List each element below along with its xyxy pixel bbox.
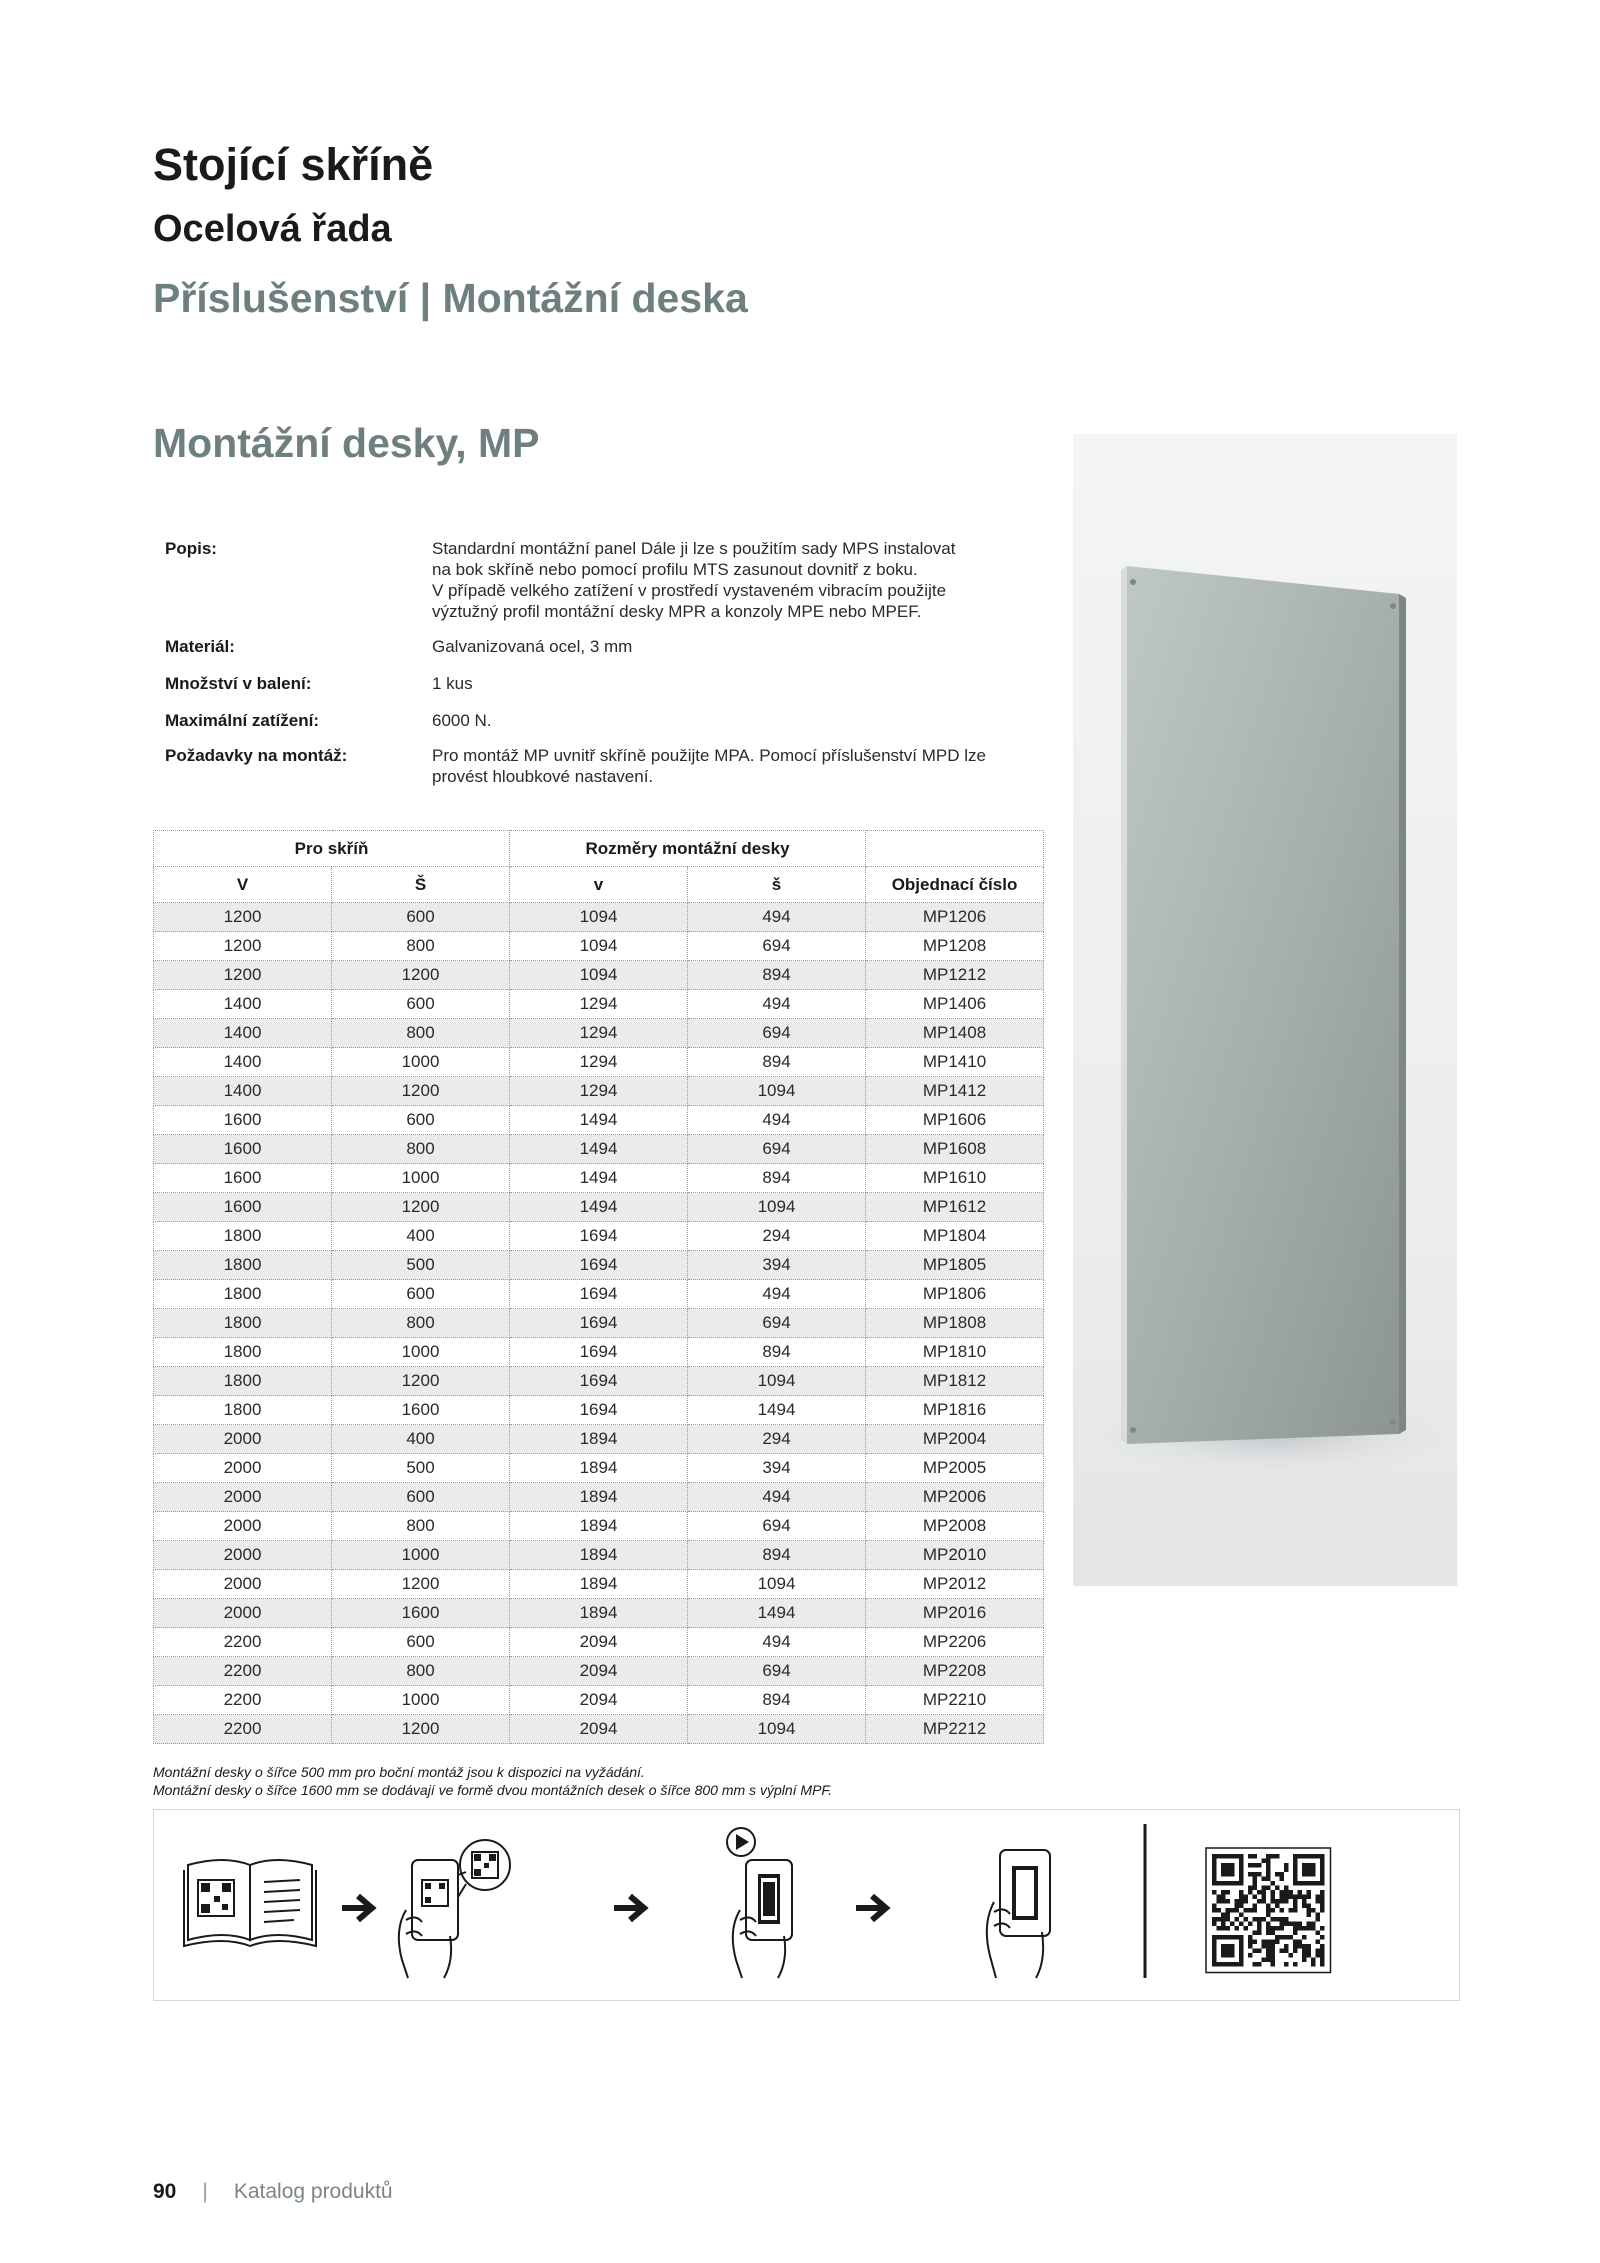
cell-cabinet-height: 1200: [154, 961, 332, 990]
cell-plate-height: 1694: [510, 1280, 688, 1309]
cell-order-number: MP1406: [866, 990, 1044, 1019]
cell-cabinet-width: 800: [332, 1309, 510, 1338]
cell-cabinet-height: 2200: [154, 1657, 332, 1686]
table-row: [154, 1222, 1044, 1251]
cell-order-number: MP2010: [866, 1541, 1044, 1570]
column-header-plate-width: š: [688, 867, 866, 903]
cell-plate-width: 294: [688, 1425, 866, 1454]
cell-cabinet-width: 500: [332, 1454, 510, 1483]
cell-cabinet-height: 1600: [154, 1193, 332, 1222]
cell-plate-width: 1094: [688, 1570, 866, 1599]
product-photo: [1073, 434, 1457, 1586]
cell-order-number: MP2210: [866, 1686, 1044, 1715]
table-row: [154, 1367, 1044, 1396]
cell-plate-width: 694: [688, 1135, 866, 1164]
cell-plate-width: 694: [688, 932, 866, 961]
table-row: [154, 1512, 1044, 1541]
spec-row: [153, 710, 1043, 731]
cell-order-number: MP2005: [866, 1454, 1044, 1483]
group-header-cabinet: Pro skříň: [154, 831, 510, 867]
cell-plate-height: 1894: [510, 1483, 688, 1512]
cell-cabinet-width: 1000: [332, 1048, 510, 1077]
catalog-name: Katalog produktů: [233, 2180, 393, 2203]
cell-order-number: MP1410: [866, 1048, 1044, 1077]
cell-order-number: MP1808: [866, 1309, 1044, 1338]
cell-cabinet-width: 1000: [332, 1338, 510, 1367]
footnote: Montážní desky o šířce 500 mm pro boční montáž jsou k dispozici na vyžádání.: [153, 1764, 645, 1780]
table-group-header-row: [154, 831, 1044, 867]
qr-code-icon: [1206, 1848, 1331, 1973]
column-header-plate-height: v: [510, 867, 688, 903]
cell-plate-height: 1094: [510, 961, 688, 990]
cell-order-number: MP2006: [866, 1483, 1044, 1512]
cell-cabinet-height: 1200: [154, 903, 332, 932]
spec-value-line: výztužný profil montážní desky MPR a konzoly MPE nebo MPEF.: [432, 602, 922, 621]
cell-plate-width: 394: [688, 1251, 866, 1280]
cell-plate-width: 394: [688, 1454, 866, 1483]
spec-label: Maximální zatížení:: [165, 711, 319, 730]
cell-plate-width: 1094: [688, 1715, 866, 1744]
cell-cabinet-width: 800: [332, 1657, 510, 1686]
cell-cabinet-height: 1200: [154, 932, 332, 961]
cell-plate-width: 494: [688, 1106, 866, 1135]
cell-cabinet-width: 600: [332, 1106, 510, 1135]
cell-plate-width: 894: [688, 1164, 866, 1193]
cell-cabinet-width: 600: [332, 1483, 510, 1512]
cell-order-number: MP1612: [866, 1193, 1044, 1222]
cell-cabinet-width: 1200: [332, 1367, 510, 1396]
cell-plate-height: 1494: [510, 1193, 688, 1222]
cell-cabinet-width: 400: [332, 1222, 510, 1251]
spec-label: Požadavky na montáž:: [165, 746, 348, 765]
spec-value: [432, 745, 1043, 787]
cell-order-number: MP1610: [866, 1164, 1044, 1193]
table-row: [154, 1396, 1044, 1425]
cell-plate-height: 1294: [510, 1019, 688, 1048]
cell-order-number: MP2016: [866, 1599, 1044, 1628]
group-header-plate: Rozměry montážní desky: [510, 831, 866, 867]
page-number: 90: [153, 2180, 177, 2203]
product-table: [153, 830, 1044, 1744]
cell-cabinet-height: 1800: [154, 1396, 332, 1425]
table-row: [154, 1164, 1044, 1193]
cell-plate-width: 894: [688, 1338, 866, 1367]
spec-row: [153, 745, 1043, 787]
table-row: [154, 1541, 1044, 1570]
table-row: [154, 990, 1044, 1019]
cell-cabinet-width: 600: [332, 1280, 510, 1309]
cell-cabinet-width: 1200: [332, 1193, 510, 1222]
cell-plate-width: 494: [688, 903, 866, 932]
table-row: [154, 1048, 1044, 1077]
spec-row: [153, 673, 1043, 694]
spec-value-line: provést hloubkové nastavení.: [432, 767, 654, 786]
cell-plate-width: 1094: [688, 1077, 866, 1106]
footnote: Montážní desky o šířce 1600 mm se dodávají ve formě dvou montážních desek o šířce 800 mm s výplní MPF.: [153, 1782, 833, 1798]
footer-separator: |: [202, 2180, 208, 2203]
cell-order-number: MP1805: [866, 1251, 1044, 1280]
cell-cabinet-width: 1200: [332, 1715, 510, 1744]
cell-order-number: MP2212: [866, 1715, 1044, 1744]
cell-cabinet-height: 1400: [154, 1077, 332, 1106]
table-row: [154, 1657, 1044, 1686]
cell-plate-height: 1494: [510, 1135, 688, 1164]
cell-plate-height: 1694: [510, 1222, 688, 1251]
book-qr-icon: [184, 1860, 316, 1946]
table-row: [154, 1309, 1044, 1338]
table-row: [154, 1454, 1044, 1483]
cell-plate-height: 1694: [510, 1396, 688, 1425]
cell-cabinet-height: 1600: [154, 1135, 332, 1164]
cell-order-number: MP1208: [866, 932, 1044, 961]
cell-plate-width: 894: [688, 1048, 866, 1077]
table-body: [154, 903, 1044, 1744]
cell-cabinet-width: 600: [332, 903, 510, 932]
spec-value-line: Standardní montážní panel Dále ji lze s použitím sady MPS instalovat: [432, 539, 956, 558]
cell-plate-width: 694: [688, 1019, 866, 1048]
group-header-empty: [866, 831, 1044, 867]
cell-cabinet-width: 400: [332, 1425, 510, 1454]
mounting-plate-image: [1073, 434, 1457, 1586]
cell-plate-width: 1094: [688, 1193, 866, 1222]
spec-label: Množství v balení:: [165, 674, 312, 693]
table-row: [154, 903, 1044, 932]
spec-value-line: Galvanizovaná ocel, 3 mm: [432, 637, 633, 656]
table-row: [154, 1570, 1044, 1599]
table-row: [154, 1686, 1044, 1715]
page-footer: [153, 2180, 393, 2204]
page-title: Stojící skříně: [153, 139, 434, 190]
table-row: [154, 1106, 1044, 1135]
table-row: [154, 1135, 1044, 1164]
column-header-cabinet-height: V: [154, 867, 332, 903]
cell-plate-height: 1294: [510, 1048, 688, 1077]
cell-plate-width: 294: [688, 1222, 866, 1251]
phone-view-icon: [987, 1850, 1050, 1978]
cell-order-number: MP1212: [866, 961, 1044, 990]
cell-plate-height: 1894: [510, 1512, 688, 1541]
table-row: [154, 1483, 1044, 1512]
cell-order-number: MP2206: [866, 1628, 1044, 1657]
spec-row: [153, 636, 1043, 657]
cell-order-number: MP2008: [866, 1512, 1044, 1541]
cell-plate-height: 1894: [510, 1570, 688, 1599]
cell-cabinet-height: 1600: [154, 1106, 332, 1135]
cell-plate-height: 2094: [510, 1657, 688, 1686]
phone-play-icon: [727, 1828, 792, 1978]
table-row: [154, 1628, 1044, 1657]
table-row: [154, 1019, 1044, 1048]
cell-cabinet-width: 800: [332, 932, 510, 961]
table-row: [154, 1715, 1044, 1744]
page-subtitle: Ocelová řada: [153, 208, 392, 250]
cell-order-number: MP1206: [866, 903, 1044, 932]
cell-plate-width: 694: [688, 1657, 866, 1686]
cell-order-number: MP1608: [866, 1135, 1044, 1164]
cell-cabinet-width: 1000: [332, 1164, 510, 1193]
cell-cabinet-height: 1800: [154, 1338, 332, 1367]
table-row: [154, 1280, 1044, 1309]
cell-plate-height: 2094: [510, 1628, 688, 1657]
cell-plate-width: 694: [688, 1512, 866, 1541]
spec-row: [153, 538, 1043, 622]
spec-value-line: Pro montáž MP uvnitř skříně použijte MPA. Pomocí příslušenství MPD lze: [432, 746, 986, 765]
cell-cabinet-height: 2200: [154, 1686, 332, 1715]
arrow-right-icon: [342, 1896, 372, 1920]
cell-plate-width: 494: [688, 1628, 866, 1657]
table-row: [154, 1425, 1044, 1454]
cell-cabinet-width: 800: [332, 1135, 510, 1164]
cell-cabinet-height: 1400: [154, 1048, 332, 1077]
cell-order-number: MP2208: [866, 1657, 1044, 1686]
column-header-order-number: Objednací číslo: [866, 867, 1044, 903]
section-title: Příslušenství | Montážní deska: [153, 275, 748, 321]
cell-plate-width: 1494: [688, 1599, 866, 1628]
spec-label: Popis:: [165, 539, 217, 558]
table-column-header-row: [154, 867, 1044, 903]
cell-cabinet-height: 2200: [154, 1628, 332, 1657]
cell-cabinet-height: 1400: [154, 990, 332, 1019]
cell-cabinet-height: 2000: [154, 1512, 332, 1541]
table-row: [154, 1599, 1044, 1628]
cell-cabinet-height: 2000: [154, 1425, 332, 1454]
column-header-cabinet-width: Š: [332, 867, 510, 903]
cell-plate-width: 1094: [688, 1367, 866, 1396]
cell-cabinet-width: 800: [332, 1019, 510, 1048]
cell-plate-height: 1894: [510, 1541, 688, 1570]
table-row: [154, 961, 1044, 990]
footnotes: [153, 1763, 832, 1799]
cell-plate-height: 1094: [510, 903, 688, 932]
cell-cabinet-width: 1200: [332, 1077, 510, 1106]
spec-value-line: 6000 N.: [432, 711, 492, 730]
spec-value-line: 1 kus: [432, 674, 473, 693]
cell-plate-width: 894: [688, 1686, 866, 1715]
spec-value: [432, 673, 1043, 694]
cell-cabinet-height: 2000: [154, 1570, 332, 1599]
cell-plate-height: 1694: [510, 1367, 688, 1396]
cell-cabinet-height: 1800: [154, 1367, 332, 1396]
arrow-right-icon: [614, 1896, 644, 1920]
cell-plate-height: 1894: [510, 1454, 688, 1483]
spec-value: [432, 710, 1043, 731]
cell-cabinet-height: 1400: [154, 1019, 332, 1048]
cell-plate-height: 2094: [510, 1715, 688, 1744]
cell-cabinet-width: 600: [332, 990, 510, 1019]
arrow-right-icon: [856, 1896, 886, 1920]
cell-plate-height: 1494: [510, 1164, 688, 1193]
cell-cabinet-width: 1000: [332, 1686, 510, 1715]
cell-cabinet-height: 1800: [154, 1280, 332, 1309]
cell-order-number: MP1810: [866, 1338, 1044, 1367]
cell-order-number: MP2012: [866, 1570, 1044, 1599]
cell-cabinet-height: 1800: [154, 1222, 332, 1251]
cell-plate-width: 494: [688, 1280, 866, 1309]
cell-cabinet-width: 1200: [332, 1570, 510, 1599]
cell-plate-height: 1294: [510, 990, 688, 1019]
cell-order-number: MP1806: [866, 1280, 1044, 1309]
cell-plate-height: 2094: [510, 1686, 688, 1715]
cell-plate-width: 894: [688, 961, 866, 990]
cell-cabinet-height: 2000: [154, 1454, 332, 1483]
product-heading: Montážní desky, MP: [153, 420, 540, 466]
phone-scan-icon: [399, 1840, 510, 1978]
spec-value: [432, 636, 1043, 657]
spec-value-line: V případě velkého zatížení v prostředí vystaveném vibracím použijte: [432, 581, 947, 600]
table-row: [154, 932, 1044, 961]
table-row: [154, 1193, 1044, 1222]
cell-plate-width: 694: [688, 1309, 866, 1338]
cell-plate-width: 494: [688, 1483, 866, 1512]
cell-order-number: MP1804: [866, 1222, 1044, 1251]
cell-order-number: MP1812: [866, 1367, 1044, 1396]
cell-cabinet-height: 1800: [154, 1251, 332, 1280]
cell-cabinet-width: 600: [332, 1628, 510, 1657]
cell-order-number: MP1606: [866, 1106, 1044, 1135]
spec-list: [153, 538, 1043, 787]
table-row: [154, 1251, 1044, 1280]
cell-cabinet-height: 2000: [154, 1599, 332, 1628]
cell-plate-height: 1094: [510, 932, 688, 961]
cell-cabinet-width: 1000: [332, 1541, 510, 1570]
cell-cabinet-width: 1200: [332, 961, 510, 990]
cell-order-number: MP2004: [866, 1425, 1044, 1454]
cell-cabinet-height: 2000: [154, 1483, 332, 1512]
cell-cabinet-width: 1600: [332, 1396, 510, 1425]
spec-value: [432, 538, 1043, 622]
cell-plate-height: 1894: [510, 1599, 688, 1628]
spec-value-line: na bok skříně nebo pomocí profilu MTS zasunout dovnitř z boku.: [432, 560, 918, 579]
cell-cabinet-width: 1600: [332, 1599, 510, 1628]
table-row: [154, 1077, 1044, 1106]
cell-plate-width: 494: [688, 990, 866, 1019]
table-row: [154, 1338, 1044, 1367]
cell-cabinet-height: 2200: [154, 1715, 332, 1744]
spec-label: Materiál:: [165, 637, 235, 656]
cell-plate-height: 1694: [510, 1338, 688, 1367]
cell-plate-height: 1294: [510, 1077, 688, 1106]
cell-plate-height: 1694: [510, 1309, 688, 1338]
cell-order-number: MP1412: [866, 1077, 1044, 1106]
cell-plate-width: 1494: [688, 1396, 866, 1425]
cell-cabinet-height: 2000: [154, 1541, 332, 1570]
cell-plate-height: 1694: [510, 1251, 688, 1280]
cell-plate-height: 1494: [510, 1106, 688, 1135]
cell-plate-height: 1894: [510, 1425, 688, 1454]
cell-cabinet-width: 500: [332, 1251, 510, 1280]
cell-plate-width: 894: [688, 1541, 866, 1570]
cell-order-number: MP1408: [866, 1019, 1044, 1048]
cell-cabinet-height: 1800: [154, 1309, 332, 1338]
cell-cabinet-width: 800: [332, 1512, 510, 1541]
cell-order-number: MP1816: [866, 1396, 1044, 1425]
cell-cabinet-height: 1600: [154, 1164, 332, 1193]
qr-guide-panel: [153, 1809, 1460, 2001]
